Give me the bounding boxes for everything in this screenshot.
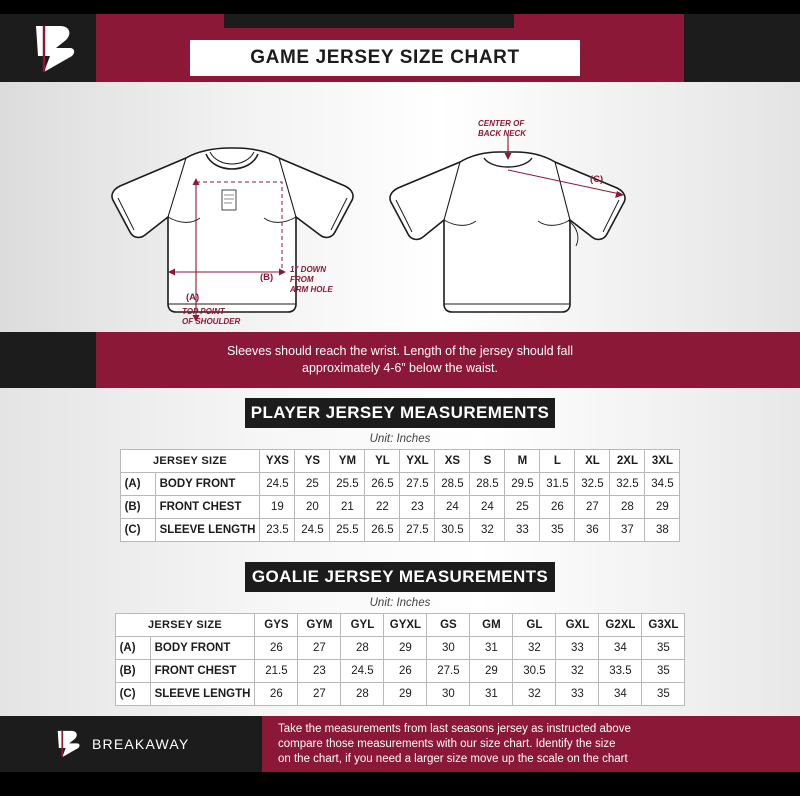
table-header-size: YXL — [400, 450, 435, 473]
bottom-black-strip — [0, 772, 800, 796]
measurement-cell: 25.5 — [330, 519, 365, 542]
row-tag: (A) — [120, 473, 155, 496]
row-label: FRONT CHEST — [150, 660, 255, 683]
label-one-inch-down-3: ARM HOLE — [290, 285, 333, 294]
player-jersey-section — [0, 388, 800, 552]
table-header-size: GL — [513, 614, 556, 637]
measurement-cell: 36 — [575, 519, 610, 542]
footer-text-line-2: compare those measurements with our size chart. Identify the size — [278, 737, 616, 750]
measurement-cell: 30.5 — [435, 519, 470, 542]
measurement-cell: 31.5 — [540, 473, 575, 496]
goalie-jersey-section — [0, 552, 800, 716]
measurement-cell: 24.5 — [295, 519, 330, 542]
measurement-cell: 20 — [295, 496, 330, 519]
measurement-cell: 26 — [384, 660, 427, 683]
row-tag: (B) — [120, 496, 155, 519]
measurement-cell: 25 — [505, 496, 540, 519]
measurement-cell: 26.5 — [365, 473, 400, 496]
goalie-section-unit: Unit: Inches — [369, 597, 431, 609]
table-header-row — [120, 450, 680, 473]
table-row — [120, 473, 680, 496]
measurement-cell: 35 — [642, 683, 685, 706]
measurement-cell: 27 — [298, 637, 341, 660]
label-tag-b: (B) — [260, 272, 274, 283]
measurement-cell: 29 — [645, 496, 680, 519]
measurement-cell: 23.5 — [260, 519, 295, 542]
row-label: BODY FRONT — [155, 473, 260, 496]
measurement-cell: 38 — [645, 519, 680, 542]
row-label: BODY FRONT — [150, 637, 255, 660]
row-tag: (A) — [115, 637, 150, 660]
label-top-point-shoulder-2: OF SHOULDER — [182, 317, 241, 326]
measurement-cell: 29 — [384, 683, 427, 706]
note-line-2: approximately 4-6” below the waist. — [302, 361, 498, 375]
table-header-size: 3XL — [645, 450, 680, 473]
table-row — [115, 683, 685, 706]
measurement-cell: 24 — [435, 496, 470, 519]
table-header-size: GYXL — [384, 614, 427, 637]
measurement-cell: 29 — [384, 637, 427, 660]
measurement-cell: 24.5 — [341, 660, 384, 683]
measurement-cell: 28 — [341, 637, 384, 660]
header-black-block-mid — [224, 14, 514, 28]
breakaway-b-logo-icon — [52, 728, 84, 760]
goalie-measurements-table — [115, 613, 686, 706]
measurement-cell: 32 — [470, 519, 505, 542]
measurement-cell: 35 — [540, 519, 575, 542]
table-header-size-label: JERSEY SIZE — [115, 614, 255, 637]
measurement-cell: 25.5 — [330, 473, 365, 496]
table-row — [115, 637, 685, 660]
table-header-size: S — [470, 450, 505, 473]
note-band — [0, 332, 800, 388]
player-section-banner-text: PLAYER JERSEY MEASUREMENTS — [250, 403, 550, 422]
measurement-cell: 31 — [470, 637, 513, 660]
measurement-cell: 28 — [341, 683, 384, 706]
measurement-cell: 35 — [642, 637, 685, 660]
footer-brand-block — [0, 716, 262, 772]
measurement-cell: 34 — [599, 683, 642, 706]
measurement-cell: 29.5 — [505, 473, 540, 496]
measurement-cell: 31 — [470, 683, 513, 706]
measurement-cell: 26.5 — [365, 519, 400, 542]
table-row — [120, 496, 680, 519]
measurement-cell: 26 — [255, 683, 298, 706]
jersey-illustrations — [0, 82, 800, 332]
top-black-strip — [0, 0, 800, 14]
footer-instructions — [262, 716, 800, 772]
label-one-inch-down-1: 1” DOWN — [290, 265, 326, 274]
measurement-cell: 24 — [470, 496, 505, 519]
label-center-back-neck-1: CENTER OF — [478, 119, 525, 128]
page-header — [0, 14, 800, 82]
measurement-cell: 30 — [427, 637, 470, 660]
table-header-row — [115, 614, 685, 637]
footer-text-line-3: on the chart, if you need a larger size move up the scale on the chart — [278, 752, 628, 765]
measurement-cell: 21 — [330, 496, 365, 519]
jersey-diagram — [0, 82, 800, 332]
player-measurements-table — [120, 449, 681, 542]
table-header-size: XS — [435, 450, 470, 473]
measurement-cell: 30.5 — [513, 660, 556, 683]
measurement-cell: 37 — [610, 519, 645, 542]
measurement-cell: 23 — [298, 660, 341, 683]
measurement-cell: 27 — [298, 683, 341, 706]
row-label: SLEEVE LENGTH — [155, 519, 260, 542]
measurement-cell: 25 — [295, 473, 330, 496]
table-header-size: GYM — [298, 614, 341, 637]
measurement-cell: 26 — [255, 637, 298, 660]
measurement-cell: 32.5 — [575, 473, 610, 496]
row-label: SLEEVE LENGTH — [150, 683, 255, 706]
table-header-size: G3XL — [642, 614, 685, 637]
measurement-cell: 33.5 — [599, 660, 642, 683]
measurement-cell: 19 — [260, 496, 295, 519]
measurement-cell: 32 — [513, 637, 556, 660]
header-black-block-right — [684, 14, 800, 82]
table-header-size: GYS — [255, 614, 298, 637]
note-band-black-block — [0, 332, 96, 388]
table-header-size: G2XL — [599, 614, 642, 637]
header-maroon-notch — [624, 42, 684, 82]
table-header-size: YM — [330, 450, 365, 473]
row-tag: (C) — [120, 519, 155, 542]
footer-text-line-1: Take the measurements from last seasons jersey as instructed above — [278, 722, 631, 735]
measurement-cell: 28 — [610, 496, 645, 519]
measurement-cell: 34 — [599, 637, 642, 660]
goalie-section-banner — [245, 562, 555, 592]
table-header-size: YL — [365, 450, 400, 473]
measurement-cell: 33 — [556, 637, 599, 660]
row-label: FRONT CHEST — [155, 496, 260, 519]
page-title-text: GAME JERSEY SIZE CHART — [250, 47, 520, 68]
note-line-1: Sleeves should reach the wrist. Length of the jersey should fall — [226, 344, 574, 358]
table-header-size: 2XL — [610, 450, 645, 473]
measurement-cell: 21.5 — [255, 660, 298, 683]
table-header-size: L — [540, 450, 575, 473]
row-tag: (B) — [115, 660, 150, 683]
table-header-size: YXS — [260, 450, 295, 473]
measurement-cell: 35 — [642, 660, 685, 683]
table-header-size: GS — [427, 614, 470, 637]
table-row — [115, 660, 685, 683]
table-row — [120, 519, 680, 542]
footer-brand-text: BREAKAWAY — [92, 736, 190, 752]
page-footer — [0, 716, 800, 772]
measurement-cell: 30 — [427, 683, 470, 706]
player-section-unit: Unit: Inches — [369, 433, 431, 445]
label-one-inch-down-2: FROM — [290, 275, 314, 284]
measurement-cell: 33 — [556, 683, 599, 706]
goalie-section-banner-text: GOALIE JERSEY MEASUREMENTS — [251, 567, 549, 586]
measurement-cell: 27.5 — [400, 473, 435, 496]
table-header-size: YS — [295, 450, 330, 473]
measurement-cell: 32.5 — [610, 473, 645, 496]
table-header-size: GM — [470, 614, 513, 637]
measurement-cell: 32 — [513, 683, 556, 706]
measurement-cell: 34.5 — [645, 473, 680, 496]
measurement-cell: 27.5 — [427, 660, 470, 683]
measurement-cell: 23 — [400, 496, 435, 519]
label-tag-a: (A) — [186, 292, 200, 303]
table-header-size: GYL — [341, 614, 384, 637]
label-center-back-neck-2: BACK NECK — [478, 129, 526, 138]
label-tag-c: (C) — [590, 174, 604, 185]
table-header-size: GXL — [556, 614, 599, 637]
label-top-point-shoulder-1: TOP POINT — [182, 307, 225, 316]
measurement-cell: 27.5 — [400, 519, 435, 542]
measurement-cell: 28.5 — [470, 473, 505, 496]
breakaway-b-logo-icon — [26, 22, 82, 76]
player-section-banner — [245, 398, 555, 428]
measurement-cell: 26 — [540, 496, 575, 519]
measurement-cell: 22 — [365, 496, 400, 519]
table-header-size: XL — [575, 450, 610, 473]
measurement-cell: 24.5 — [260, 473, 295, 496]
page-title — [190, 40, 580, 76]
measurement-cell: 27 — [575, 496, 610, 519]
table-header-size: M — [505, 450, 540, 473]
measurement-cell: 33 — [505, 519, 540, 542]
measurement-cell: 29 — [470, 660, 513, 683]
row-tag: (C) — [115, 683, 150, 706]
measurement-cell: 32 — [556, 660, 599, 683]
measurement-cell: 28.5 — [435, 473, 470, 496]
table-header-size-label: JERSEY SIZE — [120, 450, 260, 473]
